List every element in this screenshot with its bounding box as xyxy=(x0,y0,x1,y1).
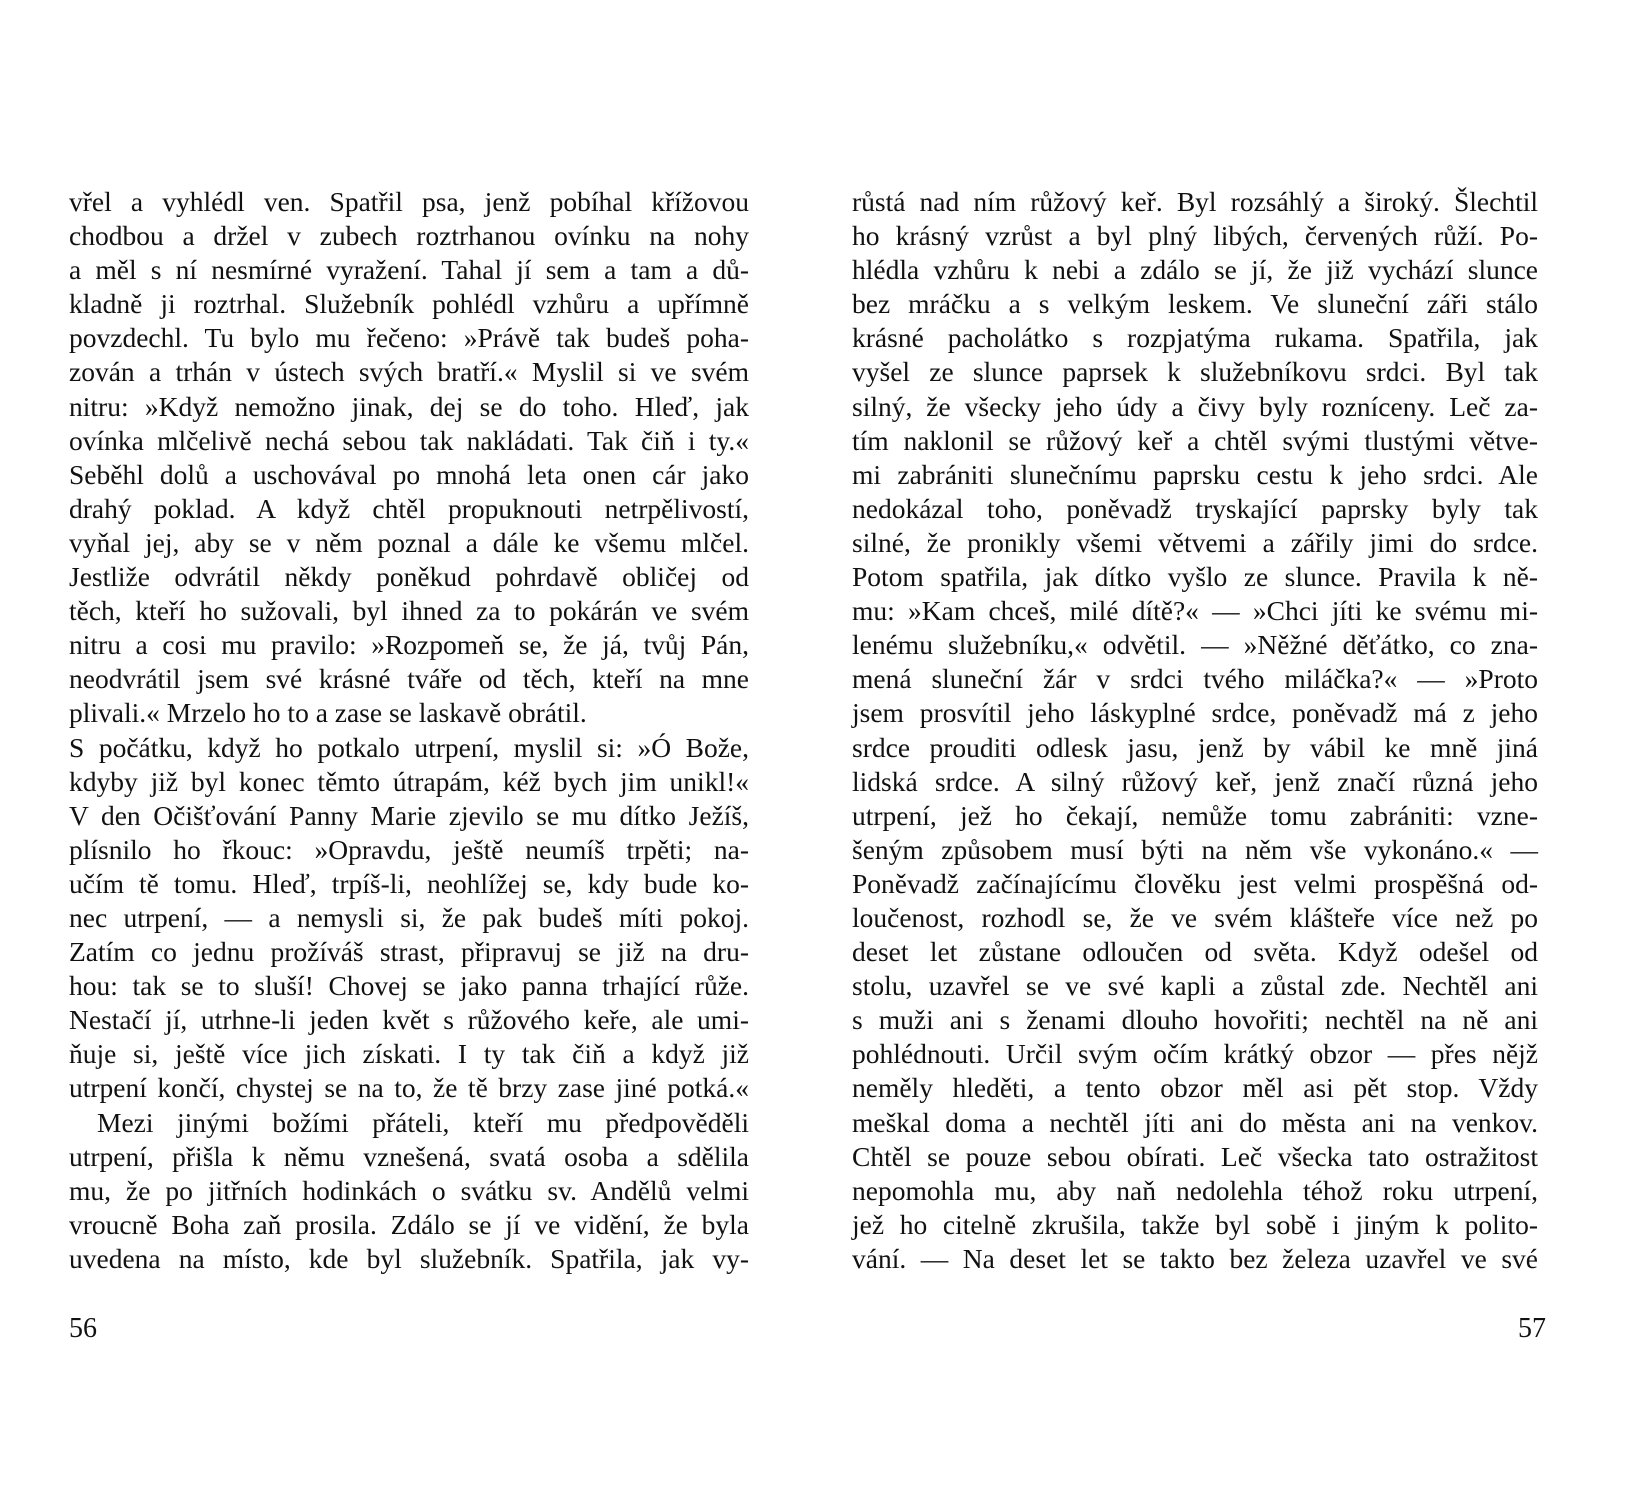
text-line: utrpení, přišla k němu vznešená, svatá osoba a sdělila xyxy=(69,1140,749,1172)
text-line: kdyby již byl konec těmto útrapám, kéž bych jim unikl!« xyxy=(69,765,749,797)
text-line: ňuje si, ještě více jich získati. I ty tak čiň a když již xyxy=(69,1038,749,1070)
text-line: jsem prosvítil jeho láskyplné srdce, poněvadž má z jeho xyxy=(852,697,1538,729)
page-number: 57 xyxy=(1518,1313,1546,1344)
text-line: tím naklonil se růžový keř a chtěl svými tlustými větve- xyxy=(852,424,1538,456)
text-line: stolu, uzavřel se ve své kapli a zůstal zde. Nechtěl ani xyxy=(852,970,1538,1002)
text-line: Mezi jinými božími přáteli, kteří mu předpověděli xyxy=(97,1106,749,1138)
text-line: mená sluneční žár v srdci tvého miláčka?« — »Proto xyxy=(852,663,1538,695)
text-line: Jestliže odvrátil někdy poněkud pohrdavě obličej od xyxy=(69,561,749,593)
text-line: ovínka mlčelivě nechá sebou tak nakládati. Tak čiň i ty.« xyxy=(69,424,749,456)
text-line: Chtěl se pouze sebou obírati. Leč všecka tato ostražitost xyxy=(852,1140,1538,1172)
text-line: bez mráčku a s velkým leskem. Ve sluneční záři stálo xyxy=(852,288,1538,320)
text-line: drahý poklad. A když chtěl propuknouti netrpělivostí, xyxy=(69,492,749,524)
text-line: Zatím co jednu prožíváš strast, připravuj se již na dru- xyxy=(69,936,749,968)
text-line: utrpení končí, chystej se na to, že tě brzy zase jiné potká.« xyxy=(69,1072,749,1104)
text-line: plísnilo ho řkouc: »Opravdu, ještě neumíš trpěti; na- xyxy=(69,833,749,865)
text-line: loučenost, rozhodl se, že ve svém klášteře více než po xyxy=(852,901,1538,933)
text-line: ho krásný vzrůst a byl plný libých, červených růží. Po- xyxy=(852,220,1538,252)
text-line: nitru: »Když nemožno jinak, dej se do toho. Hleď, jak xyxy=(69,390,749,422)
text-line: mu: »Kam chceš, milé dítě?« — »Chci jíti ke svému mi- xyxy=(852,595,1538,627)
text-line: meškal doma a nechtěl jíti ani do města ani na venkov. xyxy=(852,1106,1538,1138)
text-line: šeným způsobem musí býti na něm vše vykonáno.« — xyxy=(852,833,1538,865)
text-line: nec utrpení, — a nemysli si, že pak budeš míti pokoj. xyxy=(69,901,749,933)
text-line: hlédla vzhůru k nebi a zdálo se jí, že již vychází slunce xyxy=(852,254,1538,286)
text-line: vyšel ze slunce paprsek k služebníkovu srdci. Byl tak xyxy=(852,356,1538,388)
text-line: Poněvadž začínajícímu člověku jest velmi prospěšná od- xyxy=(852,867,1538,899)
right-page-text xyxy=(852,185,1538,1276)
text-line: povzdechl. Tu bylo mu řečeno: »Právě tak budeš poha- xyxy=(69,322,749,354)
text-line: růstá nad ním růžový keř. Byl rozsáhlý a široký. Šlechtil xyxy=(852,186,1538,217)
text-line: vroucně Boha zaň prosila. Zdálo se jí ve vidění, že byla xyxy=(69,1208,749,1240)
text-line: deset let zůstane odloučen od světa. Když odešel od xyxy=(852,936,1538,968)
text-line: vřel a vyhlédl ven. Spatřil psa, jenž pobíhal křížovou xyxy=(69,186,749,217)
right-page xyxy=(813,0,1626,1500)
text-line: hou: tak se to sluší! Chovej se jako panna trhající růže. xyxy=(69,970,749,1002)
text-line: mi zabrániti slunečnímu paprsku cestu k jeho srdci. Ale xyxy=(852,458,1538,490)
text-line: zován a trhán v ústech svých bratří.« Myslil si ve svém xyxy=(69,356,749,388)
text-line: učím tě tomu. Hleď, trpíš-li, neohlížej se, kdy bude ko- xyxy=(69,867,749,899)
text-line: Potom spatřila, jak dítko vyšlo ze slunce. Pravila k ně- xyxy=(852,561,1538,593)
text-line: Nestačí jí, utrhne-li jeden květ s růžového keře, ale umi- xyxy=(69,1004,749,1036)
text-line: utrpení, jež ho čekají, nemůže tomu zabrániti: vzne- xyxy=(852,799,1538,831)
text-line: krásné pacholátko s rozpjatýma rukama. Spatřila, jak xyxy=(852,322,1538,354)
text-line: V den Očišťování Panny Marie zjevilo se mu dítko Ježíš, xyxy=(69,799,749,831)
page-number: 56 xyxy=(69,1313,97,1344)
text-line: plivali.« Mrzelo ho to a zase se laskavě obrátil. xyxy=(69,697,587,729)
text-line: nitru a cosi mu pravilo: »Rozpomeň se, že já, tvůj Pán, xyxy=(69,629,749,661)
text-line: silný, že všecky jeho údy a čivy byly rozníceny. Leč za- xyxy=(852,390,1538,422)
text-line: nepomohla mu, aby naň nedolehla téhož roku utrpení, xyxy=(852,1174,1538,1206)
text-line: jež ho citelně zkrušila, takže byl sobě i jiným k polito- xyxy=(852,1208,1538,1240)
text-line: chodbou a držel v zubech roztrhanou ovínku na nohy xyxy=(69,220,749,252)
text-line: těch, kteří ho sužovali, byl ihned za to pokárán ve svém xyxy=(69,595,749,627)
text-line: pohlédnouti. Určil svým očím krátký obzor — přes nějž xyxy=(852,1038,1538,1070)
text-line: s muži ani s ženami dlouho hovořiti; nechtěl na ně ani xyxy=(852,1004,1538,1036)
text-line: nedokázal toho, poněvadž tryskající paprsky byly tak xyxy=(852,492,1538,524)
text-line: uvedena na místo, kde byl služebník. Spatřila, jak vy- xyxy=(69,1242,749,1274)
text-line: silné, že pronikly všemi větvemi a zářily jimi do srdce. xyxy=(852,526,1538,558)
text-line: kladně ji roztrhal. Služebník pohlédl vzhůru a upřímně xyxy=(69,288,749,320)
text-line: mu, že po jitřních hodinkách o svátku sv. Andělů velmi xyxy=(69,1174,749,1206)
text-line: lenému služebníku,« odvětil. — »Něžné děťátko, co zna- xyxy=(852,629,1538,661)
text-line: vání. — Na deset let se takto bez železa uzavřel ve své xyxy=(852,1242,1538,1274)
text-line: vyňal jej, aby se v něm poznal a dále ke všemu mlčel. xyxy=(69,526,749,558)
text-line: Seběhl dolů a uschovával po mnohá leta onen cár jako xyxy=(69,458,749,490)
text-line: neodvrátil jsem své krásné tváře od těch, kteří na mne xyxy=(69,663,749,695)
text-line: a měl s ní nesmírné vyražení. Tahal jí sem a tam a dů- xyxy=(69,254,749,286)
text-line: neměly hleděti, a tento obzor měl asi pět stop. Vždy xyxy=(852,1072,1538,1104)
text-line: lidská srdce. A silný růžový keř, jenž značí různá jeho xyxy=(852,765,1538,797)
text-line: S počátku, když ho potkalo utrpení, myslil si: »Ó Bože, xyxy=(69,731,749,763)
text-line: srdce prouditi odlesk jasu, jenž by vábil ke mně jiná xyxy=(852,731,1538,763)
left-page-text xyxy=(69,185,749,1276)
